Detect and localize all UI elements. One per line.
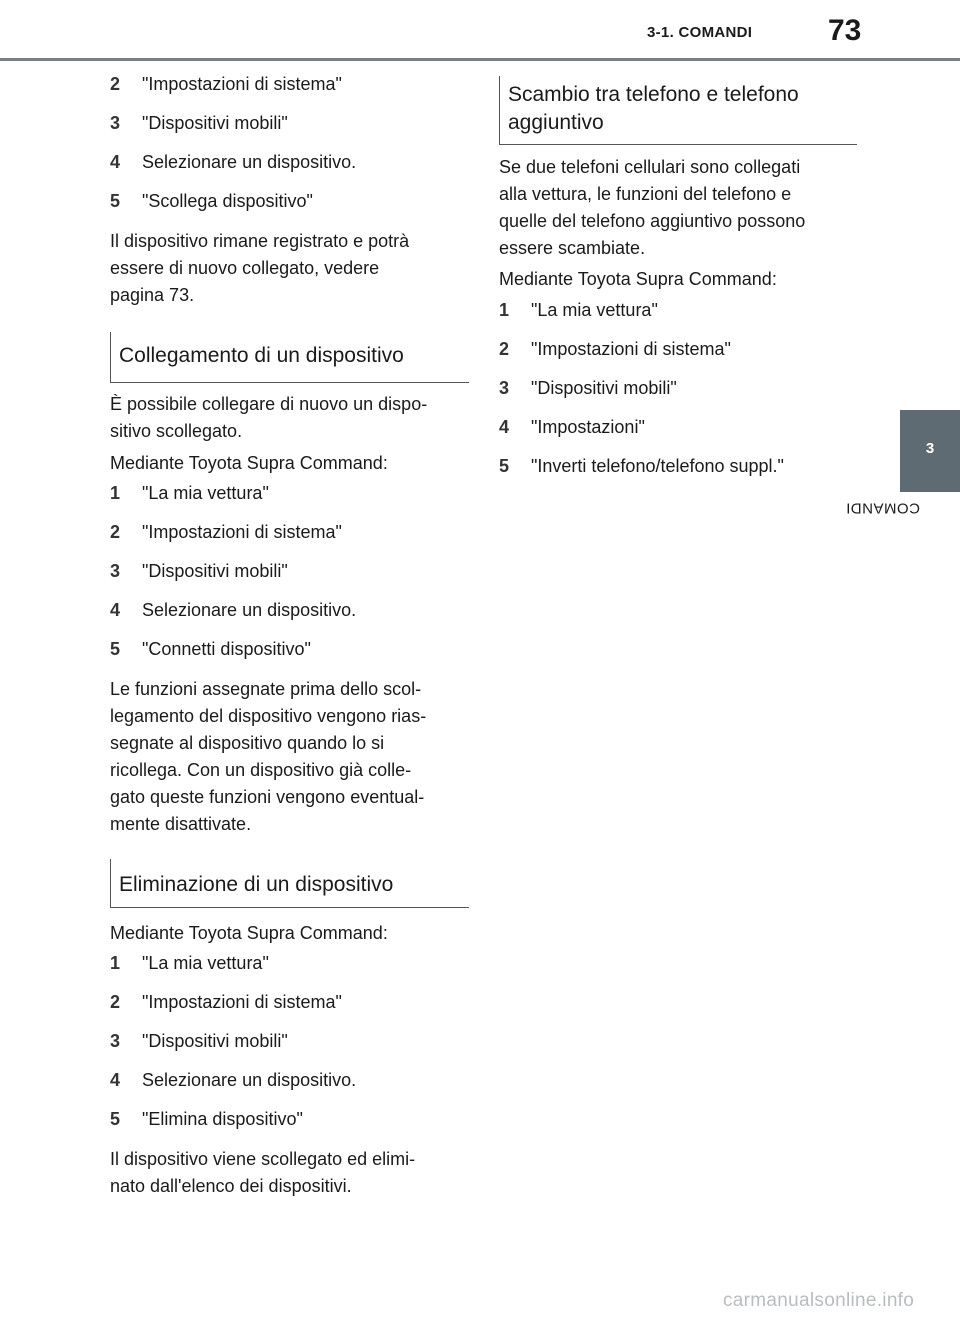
step-number: 4: [110, 1070, 121, 1090]
step-item: [499, 455, 784, 477]
step-item: [110, 1108, 303, 1130]
step-text: Selezionare un dispositivo.: [142, 152, 357, 172]
step-item: [110, 638, 311, 660]
step-number: 2: [499, 339, 510, 359]
step-item: [110, 599, 356, 621]
step-number: 2: [110, 522, 121, 542]
step-text: "Dispositivi mobili": [531, 378, 677, 398]
step-item: [110, 482, 269, 504]
section-heading-text: Scambio tra telefono e telefono: [508, 83, 799, 106]
step-text: "Impostazioni di sistema": [142, 74, 342, 94]
paragraph: [110, 450, 470, 477]
step-item: [110, 560, 288, 582]
section-heading-text: Eliminazione di un dispositivo: [119, 873, 394, 896]
step-text: "Dispositivi mobili": [142, 113, 288, 133]
chapter-side-label-wrap: [845, 499, 940, 608]
step-number: 4: [110, 600, 121, 620]
paragraph-line: nato dall'elenco dei dispositivi.: [110, 1176, 352, 1196]
section-heading-text: aggiuntivo: [508, 111, 604, 134]
step-number: 5: [110, 191, 121, 211]
step-number: 3: [110, 561, 121, 581]
step-text: "La mia vettura": [142, 483, 269, 503]
paragraph-line: Il dispositivo rimane registrato e potrà: [110, 231, 410, 251]
paragraph: [499, 154, 859, 262]
header-divider: [0, 58, 960, 61]
paragraph: [110, 391, 470, 445]
paragraph: [110, 1146, 470, 1200]
paragraph-line: Mediante Toyota Supra Command:: [499, 269, 777, 289]
step-text: Selezionare un dispositivo.: [142, 600, 357, 620]
step-text: "Connetti dispositivo": [142, 639, 311, 659]
step-item: [110, 952, 269, 974]
step-number: 5: [110, 1109, 121, 1129]
step-text: "Dispositivi mobili": [142, 1031, 288, 1051]
step-text: "Impostazioni di sistema": [142, 522, 342, 542]
section-heading-swap: [499, 76, 857, 145]
step-text: "Dispositivi mobili": [142, 561, 288, 581]
step-text: "La mia vettura": [142, 953, 269, 973]
paragraph-line: sitivo scollegato.: [110, 421, 243, 441]
chapter-tab: [900, 410, 960, 492]
step-number: 2: [110, 74, 121, 94]
step-item: [110, 73, 342, 95]
step-number: 1: [110, 953, 121, 973]
step-text: "Impostazioni di sistema": [531, 339, 731, 359]
step-item: [110, 1030, 288, 1052]
paragraph-line: Mediante Toyota Supra Command:: [110, 453, 388, 473]
paragraph: [110, 228, 470, 309]
paragraph: [110, 676, 470, 838]
paragraph-line: Le funzioni assegnate prima dello scol-: [110, 679, 422, 699]
step-number: 3: [499, 378, 510, 398]
step-number: 1: [499, 300, 510, 320]
step-number: 1: [110, 483, 121, 503]
step-item: [499, 338, 731, 360]
step-item: [110, 1069, 356, 1091]
step-text: "Elimina dispositivo": [142, 1109, 303, 1129]
paragraph-line: essere di nuovo collegato, vedere: [110, 258, 380, 278]
step-text: "Scollega dispositivo": [142, 191, 313, 211]
step-number: 4: [499, 417, 510, 437]
paragraph: [110, 920, 470, 947]
page-number: 73: [828, 14, 862, 47]
paragraph-line: quelle del telefono aggiuntivo possono: [499, 211, 806, 231]
paragraph-line: legamento del dispositivo vengono rias-: [110, 706, 427, 726]
step-number: 5: [110, 639, 121, 659]
paragraph-line: alla vettura, le funzioni del telefono e: [499, 184, 792, 204]
step-number: 3: [110, 1031, 121, 1051]
watermark-text: carmanualsonline.info: [723, 1290, 915, 1311]
section-heading-text: Collegamento di un dispositivo: [119, 344, 404, 367]
step-text: "La mia vettura": [531, 300, 658, 320]
paragraph-line: pagina 73.: [110, 285, 195, 305]
chapter-tab-number: 3: [925, 440, 935, 457]
step-number: 5: [499, 456, 510, 476]
step-item: [110, 190, 313, 212]
step-item: [499, 299, 658, 321]
step-text: "Impostazioni": [531, 417, 645, 437]
step-item: [499, 416, 645, 438]
paragraph-line: Se due telefoni cellulari sono collegati: [499, 157, 801, 177]
paragraph-line: essere scambiate.: [499, 238, 646, 258]
step-number: 2: [110, 992, 121, 1012]
paragraph-line: mente disattivate.: [110, 814, 252, 834]
step-text: Selezionare un dispositivo.: [142, 1070, 357, 1090]
step-item: [110, 151, 356, 173]
step-number: 3: [110, 113, 121, 133]
step-text: "Inverti telefono/telefono suppl.": [531, 456, 784, 476]
step-item: [110, 991, 342, 1013]
paragraph-line: ricollega. Con un dispositivo già colle-: [110, 760, 412, 780]
step-number: 4: [110, 152, 121, 172]
step-item: [499, 377, 677, 399]
paragraph-line: Mediante Toyota Supra Command:: [110, 923, 388, 943]
paragraph: [499, 266, 859, 293]
section-heading-delete: [110, 859, 469, 908]
chapter-side-label: COMANDI: [845, 499, 920, 517]
paragraph-line: segnate al dispositivo quando lo si: [110, 733, 385, 753]
step-text: "Impostazioni di sistema": [142, 992, 342, 1012]
section-heading-connect: [110, 332, 469, 383]
step-item: [110, 112, 288, 134]
paragraph-line: È possibile collegare di nuovo un dispo-: [110, 394, 428, 414]
paragraph-line: gato queste funzioni vengono eventual-: [110, 787, 425, 807]
paragraph-line: Il dispositivo viene scollegato ed elimi-: [110, 1149, 416, 1169]
step-item: [110, 521, 342, 543]
running-header-section: 3-1. COMANDI: [647, 24, 753, 41]
